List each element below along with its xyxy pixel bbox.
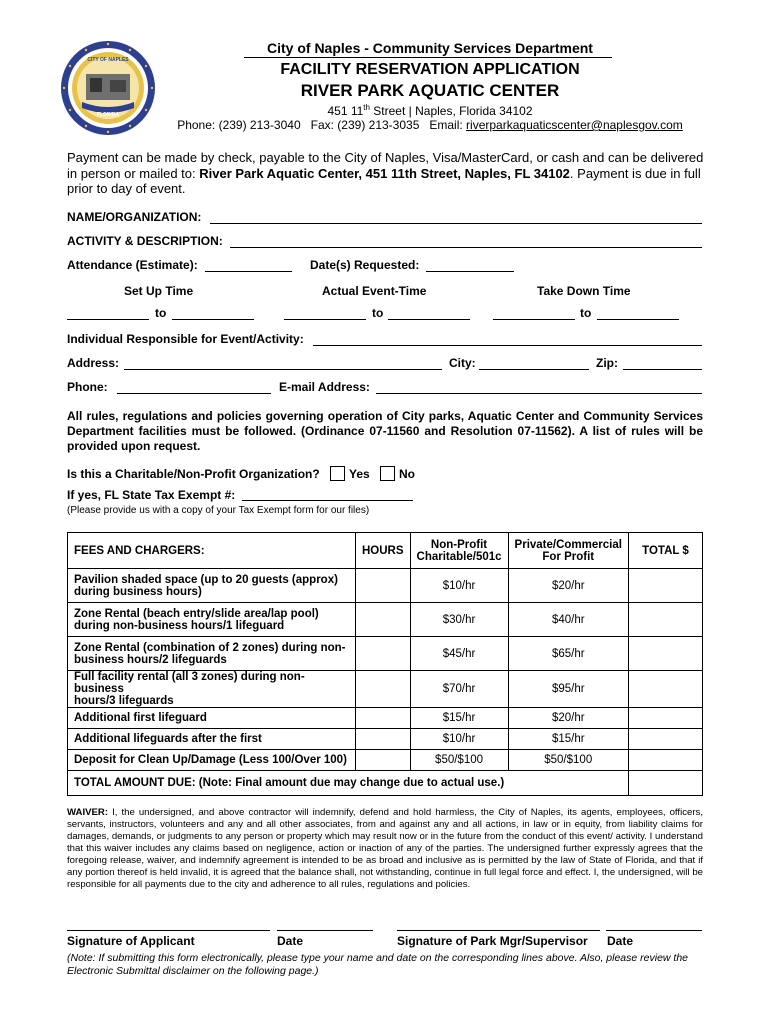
payment-text: Payment can be made by check, payable to the City of Naples, Visa/MasterCard, or cash and can be delivered in person or mailed to: <box>67 150 704 181</box>
payment-paragraph <box>67 150 707 197</box>
table-row <box>68 708 703 729</box>
table-row <box>68 637 703 671</box>
contact-prefix: Phone: (239) 213-3040 Fax: (239) 213-3035 Email: <box>177 118 467 132</box>
seal-text-bottom: FLORIDA <box>96 112 120 118</box>
name-org-field[interactable] <box>210 223 702 224</box>
total-cell[interactable] <box>628 637 702 671</box>
nonprofit-rate: $45/hr <box>410 637 508 671</box>
activity-label: ACTIVITY & DESCRIPTION: <box>67 234 223 248</box>
address-pre: 451 11 <box>327 104 364 118</box>
takedown-start-field[interactable] <box>493 319 575 320</box>
private-rate: $65/hr <box>508 637 628 671</box>
yes-label: Yes <box>349 467 370 481</box>
applicant-signature-label: Signature of Applicant <box>67 934 195 948</box>
takedown-end-field[interactable] <box>597 319 679 320</box>
payment-due: . Payment is due in full prior to day of event. <box>67 165 701 196</box>
nonprofit-rate: $10/hr <box>410 569 508 603</box>
name-org-label: NAME/ORGANIZATION: <box>67 210 202 224</box>
fee-desc-line1: Zone Rental (combination of 2 zones) during non- <box>74 641 346 654</box>
total-cell[interactable] <box>628 729 702 750</box>
center-name: RIVER PARK AQUATIC CENTER <box>300 81 560 100</box>
waiver-paragraph <box>67 807 703 891</box>
fee-desc-line2: during business hours) <box>74 585 202 598</box>
nonprofit-header-line2: Charitable/501c <box>416 550 502 563</box>
fee-desc-line2: hours/3 lifeguards <box>74 695 174 707</box>
applicant-signature-field[interactable] <box>67 930 270 931</box>
event-start-field[interactable] <box>284 319 366 320</box>
event-end-field[interactable] <box>388 319 470 320</box>
total-amount-due-label: TOTAL AMOUNT DUE: (Note: Final amount due may change due to actual use.) <box>68 771 629 796</box>
table-row <box>68 603 703 637</box>
dates-field[interactable] <box>426 271 514 272</box>
table-row <box>68 729 703 750</box>
total-amount-cell[interactable] <box>628 771 702 796</box>
setup-to-label: to <box>155 306 167 320</box>
manager-signature-label: Signature of Park Mgr/Supervisor <box>397 934 588 948</box>
fee-description: Deposit for Clean Up/Damage (Less 100/Over 100) <box>68 750 356 771</box>
nonprofit-rate: $15/hr <box>410 708 508 729</box>
hours-cell[interactable] <box>356 603 411 637</box>
email-label: E-mail Address: <box>279 380 370 394</box>
manager-signature-field[interactable] <box>397 930 600 931</box>
event-time-label: Actual Event-Time <box>322 284 427 298</box>
private-header-line2: For Profit <box>542 550 595 563</box>
takedown-to-label: to <box>580 306 592 320</box>
zip-field[interactable] <box>623 369 702 370</box>
address-label: Address: <box>67 356 120 370</box>
applicant-date-field[interactable] <box>277 930 373 931</box>
fees-table <box>67 532 703 796</box>
tax-exempt-field[interactable] <box>242 500 413 501</box>
hours-cell[interactable] <box>356 750 411 771</box>
electronic-submittal-note: (Note: If submitting this form electronically, please type your name and date on the corresponding lines above. Also, please review the Electronic Submittal disclaimer on the following page.) <box>67 952 689 977</box>
fee-description <box>68 671 356 708</box>
email-field[interactable] <box>376 393 702 394</box>
attendance-label: Attendance (Estimate): <box>67 258 198 272</box>
hours-cell[interactable] <box>356 671 411 708</box>
fee-description <box>68 637 356 671</box>
private-rate: $15/hr <box>508 729 628 750</box>
total-cell[interactable] <box>628 750 702 771</box>
phone-field[interactable] <box>117 393 271 394</box>
total-row <box>68 771 703 796</box>
rules-paragraph: All rules, regulations and policies governing operation of City parks, Aquatic Center and Community Services Department facilities must be followed. (Ordinance 07-11560 and Resolution 07-11562). A list of rules will be provided upon request. <box>67 409 703 453</box>
setup-end-field[interactable] <box>172 319 254 320</box>
applicant-date-label: Date <box>277 934 304 948</box>
private-rate: $40/hr <box>508 603 628 637</box>
nonprofit-rate: $50/$100 <box>410 750 508 771</box>
waiver-label: WAIVER: <box>67 807 109 818</box>
private-rate: $20/hr <box>508 708 628 729</box>
address-field[interactable] <box>124 369 442 370</box>
nonprofit-rate: $70/hr <box>410 671 508 708</box>
contact-line <box>140 118 720 132</box>
hours-header: HOURS <box>356 533 411 569</box>
fee-description <box>68 603 356 637</box>
private-rate: $50/$100 <box>508 750 628 771</box>
charitable-question: Is this a Charitable/Non-Profit Organization? <box>67 467 320 481</box>
takedown-time-label: Take Down Time <box>537 284 631 298</box>
form-title: FACILITY RESERVATION APPLICATION <box>280 61 580 78</box>
tax-exempt-label: If yes, FL State Tax Exempt #: <box>67 488 236 502</box>
department-title: City of Naples - Community Services Department <box>267 40 593 56</box>
yes-checkbox[interactable] <box>330 466 345 481</box>
activity-field[interactable] <box>230 247 702 248</box>
total-cell[interactable] <box>628 671 702 708</box>
fee-description <box>68 569 356 603</box>
fee-desc-line2: business hours/2 lifeguards <box>74 653 227 666</box>
header-rule <box>244 57 612 58</box>
setup-start-field[interactable] <box>67 319 149 320</box>
fee-desc-line1: Zone Rental (beach entry/slide area/lap pool) <box>74 607 319 620</box>
table-row <box>68 569 703 603</box>
private-rate: $95/hr <box>508 671 628 708</box>
manager-date-label: Date <box>607 934 634 948</box>
fee-desc-line2: during non-business hours/1 lifeguard <box>74 619 285 632</box>
event-to-label: to <box>372 306 384 320</box>
hours-cell[interactable] <box>356 569 411 603</box>
private-header <box>508 533 628 569</box>
table-row <box>68 750 703 771</box>
city-field[interactable] <box>479 369 589 370</box>
total-header: TOTAL $ <box>628 533 702 569</box>
attendance-field[interactable] <box>205 271 292 272</box>
fee-description: Additional lifeguards after the first <box>68 729 356 750</box>
hours-cell[interactable] <box>356 729 411 750</box>
responsible-field[interactable] <box>313 345 702 346</box>
dates-label: Date(s) Requested: <box>310 258 420 272</box>
table-row <box>68 671 703 708</box>
setup-time-label: Set Up Time <box>124 284 194 298</box>
fee-desc-line1: Full facility rental (all 3 zones) during non-business <box>74 671 305 695</box>
responsible-label: Individual Responsible for Event/Activity: <box>67 332 304 346</box>
address-sup: th <box>363 103 370 112</box>
tax-exempt-note: (Please provide us with a copy of your Tax Exempt form for our files) <box>67 505 370 516</box>
total-cell[interactable] <box>628 708 702 729</box>
center-address <box>180 103 680 118</box>
private-rate: $20/hr <box>508 569 628 603</box>
fees-header: FEES AND CHARGERS: <box>68 533 356 569</box>
nonprofit-header <box>410 533 508 569</box>
address-post: Street | Naples, Florida 34102 <box>369 104 533 118</box>
city-label: City: <box>449 356 476 370</box>
zip-label: Zip: <box>596 356 618 370</box>
total-cell[interactable] <box>628 603 702 637</box>
phone-label: Phone: <box>67 380 108 394</box>
nonprofit-rate: $10/hr <box>410 729 508 750</box>
manager-date-field[interactable] <box>606 930 702 931</box>
email-link[interactable]: riverparkaquaticscenter@naplesgov.com <box>466 118 683 132</box>
fee-desc-line1: Pavilion shaded space (up to 20 guests (approx) <box>74 573 338 586</box>
waiver-text: I, the undersigned, and above contractor will indemnify, defend and hold harmless, the City of Naples, its agents, employees, officers, servants, instructors, volunteers and any and all other associates, from and against any and all actions, in law or in equity, from liability claims for damages, demands, or judgments to any person or property which may result now or in the future from the conduct of this event/ activity. I understand that this waiver includes any claims based on negligence, action or inaction of any of the parties. The undersigned further expressly agrees that the foregoing release, waiver, and indemnify agreement is intended to be as broad and inclusive as is permitted by the law of State of Florida, and that if any portion thereof is held invalid, it is agreed that the balance shall, not withstanding, continue in full legal force and effect. I, the undersigned, will be responsible for all payments due to the city and adherence to all rules, regulations and policies. <box>67 807 703 890</box>
fee-description: Additional first lifeguard <box>68 708 356 729</box>
hours-cell[interactable] <box>356 637 411 671</box>
no-label: No <box>399 467 415 481</box>
seal-text-top: CITY OF NAPLES <box>87 57 129 63</box>
nonprofit-header-line1: Non-Profit <box>430 538 488 551</box>
no-checkbox[interactable] <box>380 466 395 481</box>
private-header-line1: Private/Commercial <box>514 538 622 551</box>
nonprofit-rate: $30/hr <box>410 603 508 637</box>
hours-cell[interactable] <box>356 708 411 729</box>
payment-address: River Park Aquatic Center, 451 11th Street, Naples, FL 34102 <box>199 165 570 181</box>
total-cell[interactable] <box>628 569 702 603</box>
